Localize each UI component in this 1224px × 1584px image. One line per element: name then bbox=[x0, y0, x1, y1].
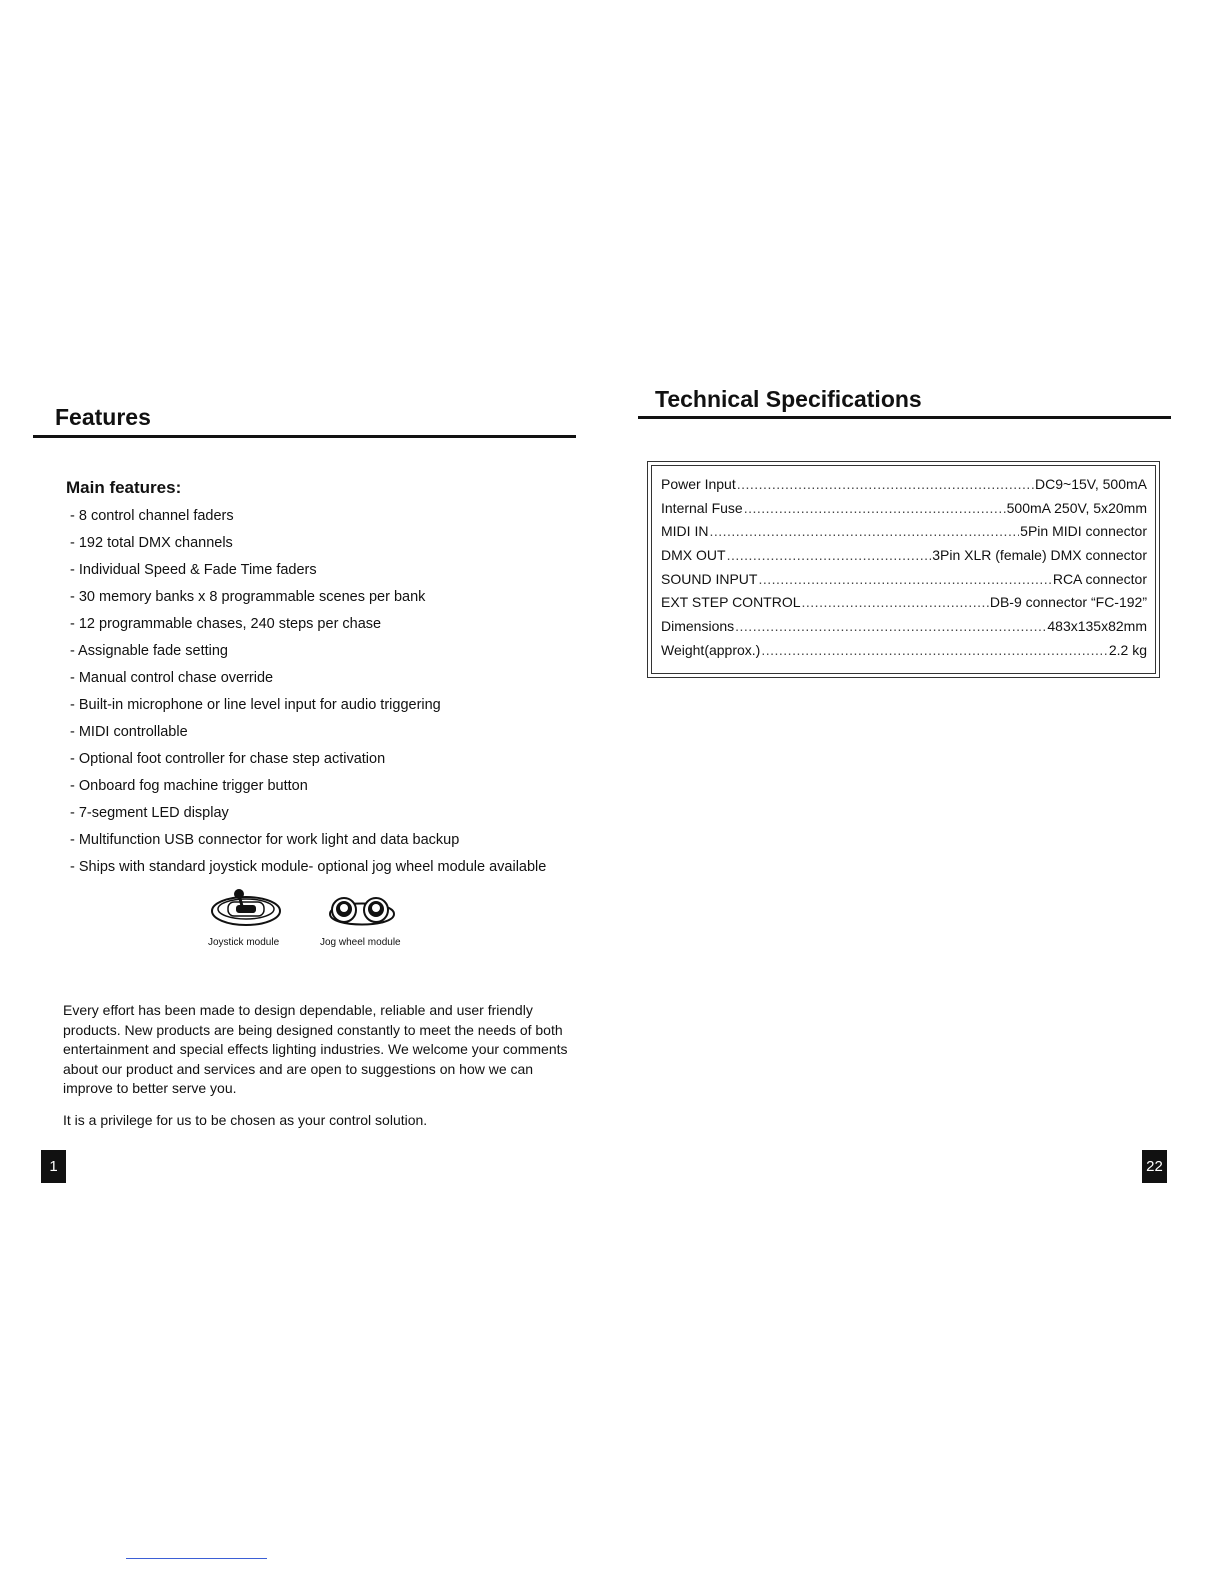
spec-value: 3Pin XLR (female) DMX connector bbox=[932, 547, 1147, 564]
spec-value: 2.2 kg bbox=[1108, 641, 1147, 658]
closing-sentence: It is a privilege for us to be chosen as your control solution. bbox=[63, 1112, 428, 1128]
features-heading: Features bbox=[55, 404, 151, 430]
spec-label: Weight(approx.) bbox=[661, 641, 761, 658]
feature-item: - MIDI controllable bbox=[70, 724, 188, 740]
joystick-module-icon bbox=[208, 888, 284, 932]
spec-value: 483x135x82mm bbox=[1047, 618, 1147, 635]
main-features-subheading: Main features: bbox=[66, 478, 182, 497]
dot-leader bbox=[744, 497, 1006, 521]
dot-leader bbox=[761, 639, 1108, 663]
spec-value: 5Pin MIDI connector bbox=[1020, 523, 1147, 540]
spec-row-ext-step-control bbox=[661, 591, 1147, 615]
intro-paragraph: Every effort has been made to design dependable, reliable and user friendly products. New products are being designed constantly to meet the needs of both entertainment and special effects lighting industries. We welcome your comments about our product and services and are open to suggestions on how we can improve to better serve you. bbox=[63, 1002, 568, 1096]
spec-row-weight bbox=[661, 639, 1147, 663]
dot-leader bbox=[709, 520, 1019, 544]
spec-value: DC9~15V, 500mA bbox=[1035, 476, 1147, 492]
features-list bbox=[70, 503, 546, 881]
spec-label: EXT STEP CONTROL bbox=[661, 594, 801, 611]
feature-item: - Built-in microphone or line level input for audio triggering bbox=[70, 697, 441, 713]
features-heading-rule bbox=[33, 435, 576, 438]
specs-table bbox=[647, 461, 1160, 678]
spec-row-internal-fuse bbox=[661, 497, 1147, 521]
spec-row-sound-input bbox=[661, 568, 1147, 592]
jog-wheel-module-icon bbox=[324, 888, 400, 932]
dot-leader bbox=[802, 591, 989, 615]
spec-label: Power Input bbox=[661, 476, 736, 492]
spec-row-midi-in bbox=[661, 520, 1147, 544]
spec-value: 500mA 250V, 5x20mm bbox=[1006, 499, 1147, 516]
feature-item: - Manual control chase override bbox=[70, 670, 274, 686]
joystick-module-caption: Joystick module bbox=[208, 937, 280, 948]
spec-row-power-input bbox=[661, 473, 1147, 497]
feature-item: - 12 programmable chases, 240 steps per chase bbox=[70, 616, 382, 632]
page-number-right: 22 bbox=[1142, 1150, 1167, 1183]
spec-value: RCA connector bbox=[1052, 570, 1147, 587]
dot-leader bbox=[737, 473, 1034, 497]
dot-leader bbox=[727, 544, 932, 568]
feature-item: - Assignable fade setting bbox=[70, 643, 228, 659]
feature-item: - Multifunction USB connector for work light and data backup bbox=[70, 832, 460, 848]
dot-leader bbox=[735, 615, 1046, 639]
spec-row-dimensions bbox=[661, 615, 1147, 639]
feature-item: - Individual Speed & Fade Time faders bbox=[70, 562, 317, 578]
spec-label: SOUND INPUT bbox=[661, 570, 758, 587]
page-number-left: 1 bbox=[41, 1150, 66, 1183]
feature-item: - 30 memory banks x 8 programmable scenes per bank bbox=[70, 589, 426, 605]
feature-item: - Optional foot controller for chase step activation bbox=[70, 751, 386, 767]
spec-label: MIDI IN bbox=[661, 523, 709, 540]
spec-row-dmx-out bbox=[661, 544, 1147, 568]
feature-item: - 192 total DMX channels bbox=[70, 535, 233, 551]
jog-wheel-module-caption: Jog wheel module bbox=[320, 937, 401, 948]
spec-label: DMX OUT bbox=[661, 547, 726, 564]
feature-item: - 7-segment LED display bbox=[70, 805, 229, 821]
feature-item: - Ships with standard joystick module- optional jog wheel module available bbox=[70, 859, 547, 875]
spec-value: DB-9 connector “FC-192” bbox=[989, 594, 1147, 611]
dot-leader bbox=[758, 568, 1051, 592]
feature-item: - 8 control channel faders bbox=[70, 508, 234, 524]
tech-specs-heading: Technical Specifications bbox=[655, 386, 922, 412]
spec-label: Dimensions bbox=[661, 618, 735, 635]
bottom-link-line bbox=[126, 1558, 267, 1559]
spec-label: Internal Fuse bbox=[661, 499, 743, 516]
specs-table-inner bbox=[651, 465, 1156, 674]
tech-specs-heading-rule bbox=[638, 416, 1171, 419]
feature-item: - Onboard fog machine trigger button bbox=[70, 778, 308, 794]
